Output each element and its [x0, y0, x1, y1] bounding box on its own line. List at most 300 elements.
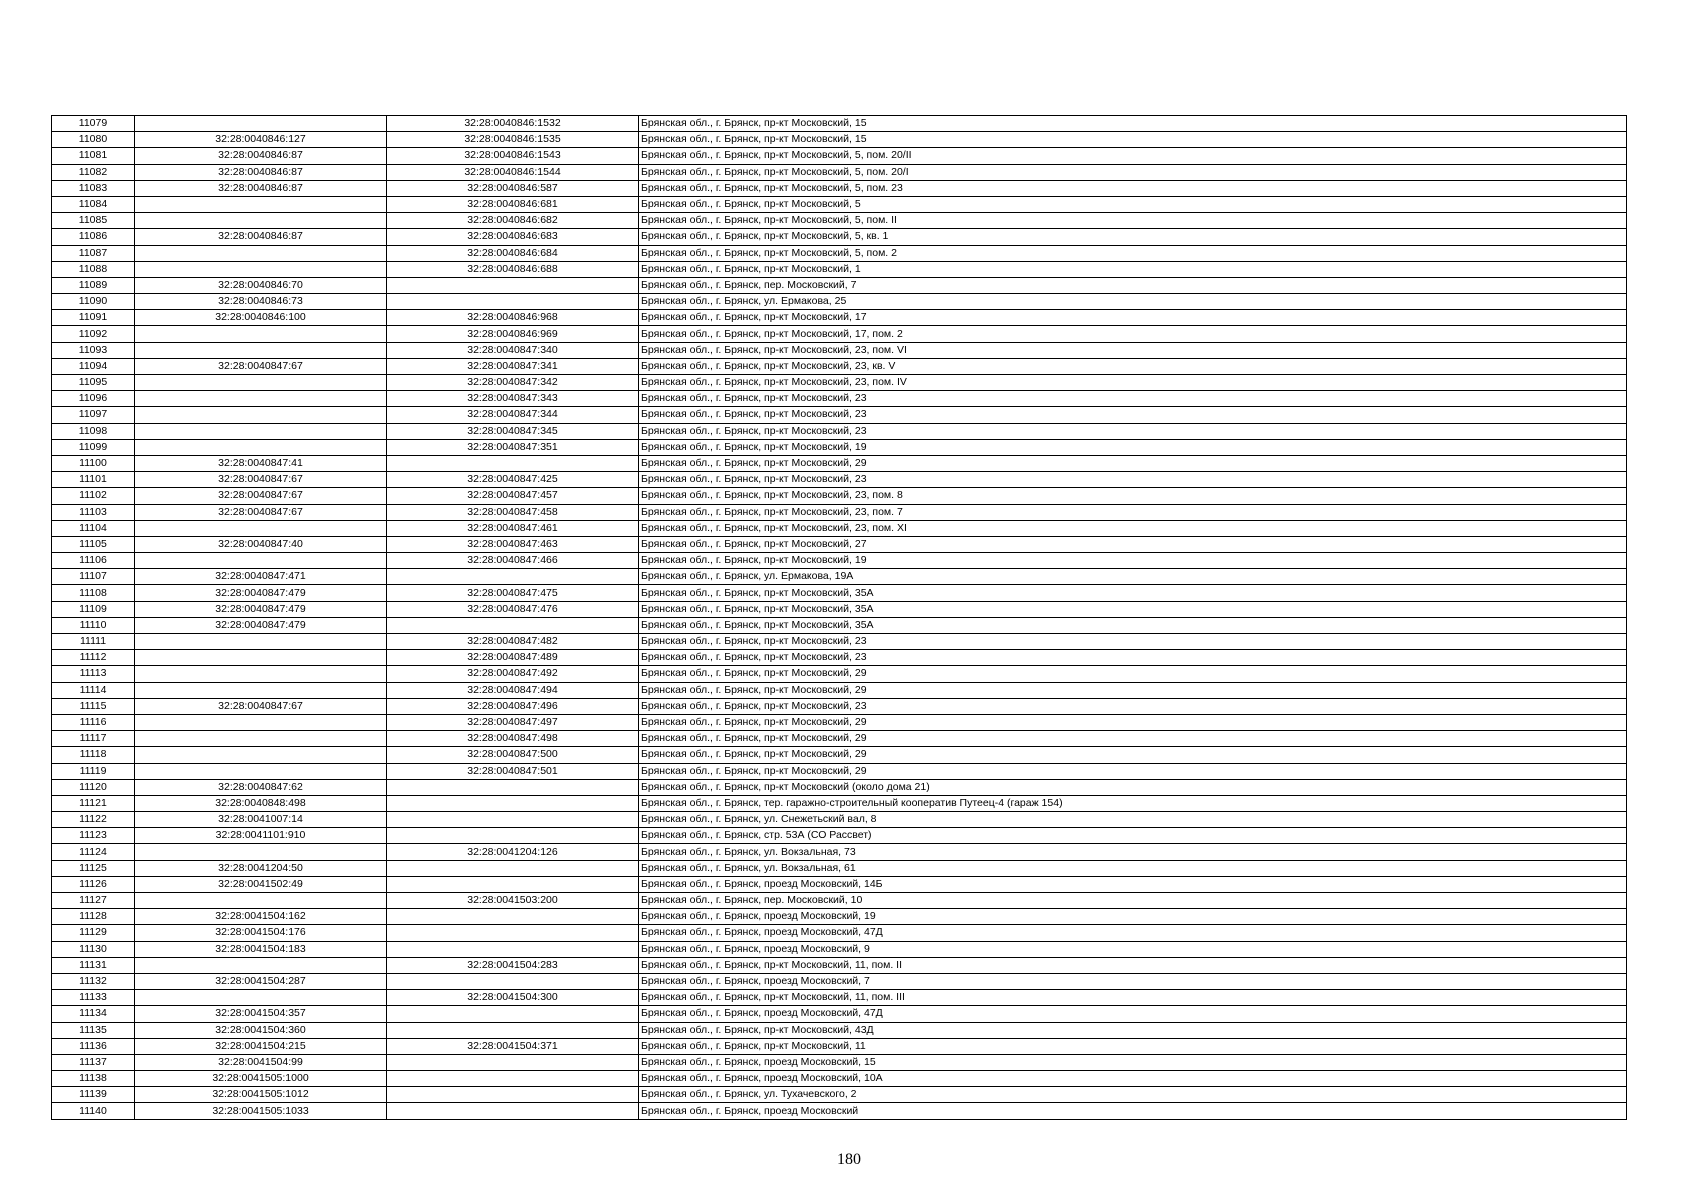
table-row	[52, 617, 1627, 633]
building-cadastral-number-cell: 32:28:0040846:1544	[387, 164, 639, 180]
address-cell: Брянская обл., г. Брянск, пр-кт Московский, 29	[639, 455, 1627, 471]
row-number-cell: 11130	[52, 941, 135, 957]
table-row	[52, 860, 1627, 876]
building-cadastral-number-cell: 32:28:0040847:501	[387, 763, 639, 779]
address-cell: Брянская обл., г. Брянск, пр-кт Московский, 23, кв. V	[639, 358, 1627, 374]
address-cell: Брянская обл., г. Брянск, пр-кт Московский, 11, пом. II	[639, 957, 1627, 973]
address-cell: Брянская обл., г. Брянск, пр-кт Московский, 23, пом. XI	[639, 520, 1627, 536]
land-cadastral-number-cell: 32:28:0040847:67	[135, 358, 387, 374]
row-number-cell: 11094	[52, 358, 135, 374]
address-cell: Брянская обл., г. Брянск, пер. Московский, 7	[639, 277, 1627, 293]
address-cell: Брянская обл., г. Брянск, ул. Ермакова, 25	[639, 294, 1627, 310]
table-row	[52, 844, 1627, 860]
building-cadastral-number-cell: 32:28:0041503:200	[387, 893, 639, 909]
table-row	[52, 828, 1627, 844]
table-row	[52, 1087, 1627, 1103]
table-row	[52, 763, 1627, 779]
table-row	[52, 164, 1627, 180]
row-number-cell: 11127	[52, 893, 135, 909]
table-row	[52, 941, 1627, 957]
land-cadastral-number-cell: 32:28:0041504:162	[135, 909, 387, 925]
row-number-cell: 11090	[52, 294, 135, 310]
land-cadastral-number-cell: 32:28:0040847:67	[135, 488, 387, 504]
address-cell: Брянская обл., г. Брянск, проезд Московский, 10А	[639, 1071, 1627, 1087]
address-cell: Брянская обл., г. Брянск, пр-кт Московский, 29	[639, 666, 1627, 682]
row-number-cell: 11118	[52, 747, 135, 763]
land-cadastral-number-cell	[135, 196, 387, 212]
row-number-cell: 11133	[52, 990, 135, 1006]
address-cell: Брянская обл., г. Брянск, пр-кт Московский, 29	[639, 682, 1627, 698]
address-cell: Брянская обл., г. Брянск, пр-кт Московский, 23, пом. IV	[639, 375, 1627, 391]
land-cadastral-number-cell	[135, 844, 387, 860]
building-cadastral-number-cell	[387, 973, 639, 989]
land-cadastral-number-cell: 32:28:0041204:50	[135, 860, 387, 876]
land-cadastral-number-cell: 32:28:0040847:40	[135, 536, 387, 552]
row-number-cell: 11099	[52, 439, 135, 455]
row-number-cell: 11128	[52, 909, 135, 925]
building-cadastral-number-cell	[387, 1103, 639, 1119]
building-cadastral-number-cell: 32:28:0040847:492	[387, 666, 639, 682]
address-cell: Брянская обл., г. Брянск, пр-кт Московский, 17	[639, 310, 1627, 326]
land-cadastral-number-cell	[135, 520, 387, 536]
table-row	[52, 423, 1627, 439]
address-cell: Брянская обл., г. Брянск, пр-кт Московский, 23	[639, 650, 1627, 666]
address-cell: Брянская обл., г. Брянск, пр-кт Московский, 23	[639, 391, 1627, 407]
table-row	[52, 310, 1627, 326]
building-cadastral-number-cell: 32:28:0040846:684	[387, 245, 639, 261]
building-cadastral-number-cell: 32:28:0041504:371	[387, 1038, 639, 1054]
table-row	[52, 536, 1627, 552]
building-cadastral-number-cell: 32:28:0040847:351	[387, 439, 639, 455]
land-cadastral-number-cell	[135, 391, 387, 407]
address-cell: Брянская обл., г. Брянск, пр-кт Московский, 35А	[639, 617, 1627, 633]
row-number-cell: 11084	[52, 196, 135, 212]
address-cell: Брянская обл., г. Брянск, пр-кт Московский, 15	[639, 132, 1627, 148]
building-cadastral-number-cell	[387, 941, 639, 957]
registry-table-body	[52, 116, 1627, 1120]
address-cell: Брянская обл., г. Брянск, пр-кт Московский, 19	[639, 439, 1627, 455]
building-cadastral-number-cell	[387, 1022, 639, 1038]
land-cadastral-number-cell: 32:28:0040846:127	[135, 132, 387, 148]
row-number-cell: 11138	[52, 1071, 135, 1087]
building-cadastral-number-cell: 32:28:0040847:341	[387, 358, 639, 374]
table-row	[52, 973, 1627, 989]
row-number-cell: 11091	[52, 310, 135, 326]
building-cadastral-number-cell: 32:28:0040847:343	[387, 391, 639, 407]
table-row	[52, 488, 1627, 504]
land-cadastral-number-cell: 32:28:0041505:1012	[135, 1087, 387, 1103]
table-row	[52, 666, 1627, 682]
table-row	[52, 1038, 1627, 1054]
land-cadastral-number-cell: 32:28:0040847:479	[135, 585, 387, 601]
building-cadastral-number-cell: 32:28:0040846:1532	[387, 116, 639, 132]
row-number-cell: 11081	[52, 148, 135, 164]
table-row	[52, 391, 1627, 407]
building-cadastral-number-cell: 32:28:0040847:463	[387, 536, 639, 552]
land-cadastral-number-cell	[135, 245, 387, 261]
land-cadastral-number-cell: 32:28:0040847:67	[135, 504, 387, 520]
building-cadastral-number-cell: 32:28:0040847:482	[387, 634, 639, 650]
address-cell: Брянская обл., г. Брянск, пр-кт Московский, 35А	[639, 601, 1627, 617]
address-cell: Брянская обл., г. Брянск, пр-кт Московский, 29	[639, 763, 1627, 779]
building-cadastral-number-cell	[387, 617, 639, 633]
building-cadastral-number-cell: 32:28:0040847:344	[387, 407, 639, 423]
table-row	[52, 245, 1627, 261]
address-cell: Брянская обл., г. Брянск, ул. Тухачевского, 2	[639, 1087, 1627, 1103]
table-row	[52, 455, 1627, 471]
building-cadastral-number-cell: 32:28:0040846:968	[387, 310, 639, 326]
row-number-cell: 11110	[52, 617, 135, 633]
building-cadastral-number-cell	[387, 1071, 639, 1087]
address-cell: Брянская обл., г. Брянск, пр-кт Московский, 29	[639, 747, 1627, 763]
building-cadastral-number-cell	[387, 277, 639, 293]
building-cadastral-number-cell	[387, 779, 639, 795]
address-cell: Брянская обл., г. Брянск, пр-кт Московский, 29	[639, 714, 1627, 730]
row-number-cell: 11136	[52, 1038, 135, 1054]
building-cadastral-number-cell	[387, 860, 639, 876]
table-row	[52, 326, 1627, 342]
building-cadastral-number-cell: 32:28:0041204:126	[387, 844, 639, 860]
address-cell: Брянская обл., г. Брянск, ул. Снежетьский вал, 8	[639, 812, 1627, 828]
land-cadastral-number-cell	[135, 731, 387, 747]
land-cadastral-number-cell: 32:28:0040846:70	[135, 277, 387, 293]
address-cell: Брянская обл., г. Брянск, стр. 53А (СО Рассвет)	[639, 828, 1627, 844]
row-number-cell: 11100	[52, 455, 135, 471]
land-cadastral-number-cell: 32:28:0041007:14	[135, 812, 387, 828]
address-cell: Брянская обл., г. Брянск, ул. Ермакова, 19А	[639, 569, 1627, 585]
table-row	[52, 472, 1627, 488]
land-cadastral-number-cell	[135, 666, 387, 682]
building-cadastral-number-cell	[387, 455, 639, 471]
address-cell: Брянская обл., г. Брянск, пр-кт Московский, 5, пом. 20/II	[639, 148, 1627, 164]
row-number-cell: 11095	[52, 375, 135, 391]
land-cadastral-number-cell: 32:28:0040846:87	[135, 164, 387, 180]
land-cadastral-number-cell	[135, 423, 387, 439]
row-number-cell: 11113	[52, 666, 135, 682]
table-row	[52, 229, 1627, 245]
table-row	[52, 569, 1627, 585]
table-row	[52, 1071, 1627, 1087]
address-cell: Брянская обл., г. Брянск, пр-кт Московский, 23	[639, 423, 1627, 439]
table-row	[52, 909, 1627, 925]
address-cell: Брянская обл., г. Брянск, ул. Вокзальная, 73	[639, 844, 1627, 860]
row-number-cell: 11101	[52, 472, 135, 488]
address-cell: Брянская обл., г. Брянск, пр-кт Московский, 5	[639, 196, 1627, 212]
row-number-cell: 11087	[52, 245, 135, 261]
land-cadastral-number-cell	[135, 990, 387, 1006]
table-row	[52, 132, 1627, 148]
table-row	[52, 294, 1627, 310]
land-cadastral-number-cell: 32:28:0040847:67	[135, 698, 387, 714]
building-cadastral-number-cell: 32:28:0040846:1535	[387, 132, 639, 148]
land-cadastral-number-cell	[135, 261, 387, 277]
table-row	[52, 714, 1627, 730]
building-cadastral-number-cell: 32:28:0040847:496	[387, 698, 639, 714]
row-number-cell: 11134	[52, 1006, 135, 1022]
building-cadastral-number-cell: 32:28:0040846:688	[387, 261, 639, 277]
table-row	[52, 148, 1627, 164]
table-row	[52, 116, 1627, 132]
row-number-cell: 11082	[52, 164, 135, 180]
row-number-cell: 11088	[52, 261, 135, 277]
row-number-cell: 11106	[52, 553, 135, 569]
address-cell: Брянская обл., г. Брянск, пр-кт Московский, 23, пом. VI	[639, 342, 1627, 358]
page-number: 180	[837, 1151, 861, 1168]
building-cadastral-number-cell	[387, 569, 639, 585]
building-cadastral-number-cell: 32:28:0040847:498	[387, 731, 639, 747]
land-cadastral-number-cell: 32:28:0040847:479	[135, 617, 387, 633]
table-row	[52, 277, 1627, 293]
row-number-cell: 11079	[52, 116, 135, 132]
address-cell: Брянская обл., г. Брянск, пр-кт Московский, 15	[639, 116, 1627, 132]
land-cadastral-number-cell	[135, 439, 387, 455]
table-row	[52, 439, 1627, 455]
row-number-cell: 11140	[52, 1103, 135, 1119]
table-row	[52, 990, 1627, 1006]
table-row	[52, 180, 1627, 196]
table-row	[52, 795, 1627, 811]
land-cadastral-number-cell: 32:28:0041505:1033	[135, 1103, 387, 1119]
building-cadastral-number-cell	[387, 795, 639, 811]
address-cell: Брянская обл., г. Брянск, пр-кт Московский, 11	[639, 1038, 1627, 1054]
land-cadastral-number-cell	[135, 893, 387, 909]
table-row	[52, 504, 1627, 520]
building-cadastral-number-cell: 32:28:0041504:300	[387, 990, 639, 1006]
row-number-cell: 11093	[52, 342, 135, 358]
land-cadastral-number-cell: 32:28:0041504:357	[135, 1006, 387, 1022]
address-cell: Брянская обл., г. Брянск, ул. Вокзальная, 61	[639, 860, 1627, 876]
table-row	[52, 925, 1627, 941]
row-number-cell: 11098	[52, 423, 135, 439]
land-cadastral-number-cell: 32:28:0041505:1000	[135, 1071, 387, 1087]
land-cadastral-number-cell	[135, 650, 387, 666]
land-cadastral-number-cell: 32:28:0040846:87	[135, 229, 387, 245]
address-cell: Брянская обл., г. Брянск, пер. Московский, 10	[639, 893, 1627, 909]
row-number-cell: 11129	[52, 925, 135, 941]
land-cadastral-number-cell	[135, 342, 387, 358]
address-cell: Брянская обл., г. Брянск, пр-кт Московский, 5, пом. 20/I	[639, 164, 1627, 180]
land-cadastral-number-cell: 32:28:0041504:360	[135, 1022, 387, 1038]
table-row	[52, 407, 1627, 423]
building-cadastral-number-cell: 32:28:0040847:458	[387, 504, 639, 520]
building-cadastral-number-cell: 32:28:0040847:425	[387, 472, 639, 488]
land-cadastral-number-cell: 32:28:0040847:471	[135, 569, 387, 585]
land-cadastral-number-cell: 32:28:0041504:287	[135, 973, 387, 989]
address-cell: Брянская обл., г. Брянск, пр-кт Московский, 23	[639, 634, 1627, 650]
address-cell: Брянская обл., г. Брянск, проезд Московский, 9	[639, 941, 1627, 957]
table-row	[52, 893, 1627, 909]
table-row	[52, 601, 1627, 617]
address-cell: Брянская обл., г. Брянск, пр-кт Московский, 17, пом. 2	[639, 326, 1627, 342]
row-number-cell: 11131	[52, 957, 135, 973]
table-row	[52, 1006, 1627, 1022]
land-cadastral-number-cell	[135, 634, 387, 650]
land-cadastral-number-cell: 32:28:0040847:479	[135, 601, 387, 617]
address-cell: Брянская обл., г. Брянск, пр-кт Московский, 5, кв. 1	[639, 229, 1627, 245]
building-cadastral-number-cell: 32:28:0040847:342	[387, 375, 639, 391]
row-number-cell: 11105	[52, 536, 135, 552]
building-cadastral-number-cell: 32:28:0040847:466	[387, 553, 639, 569]
building-cadastral-number-cell: 32:28:0040847:500	[387, 747, 639, 763]
land-cadastral-number-cell: 32:28:0041504:215	[135, 1038, 387, 1054]
table-row	[52, 261, 1627, 277]
building-cadastral-number-cell	[387, 294, 639, 310]
table-row	[52, 358, 1627, 374]
row-number-cell: 11083	[52, 180, 135, 196]
building-cadastral-number-cell: 32:28:0040846:682	[387, 213, 639, 229]
table-row	[52, 1022, 1627, 1038]
table-row	[52, 876, 1627, 892]
table-row	[52, 682, 1627, 698]
row-number-cell: 11117	[52, 731, 135, 747]
table-row	[52, 957, 1627, 973]
table-row	[52, 731, 1627, 747]
land-cadastral-number-cell: 32:28:0041504:99	[135, 1054, 387, 1070]
row-number-cell: 11085	[52, 213, 135, 229]
row-number-cell: 11119	[52, 763, 135, 779]
building-cadastral-number-cell: 32:28:0040846:681	[387, 196, 639, 212]
table-row	[52, 342, 1627, 358]
row-number-cell: 11114	[52, 682, 135, 698]
table-row	[52, 585, 1627, 601]
building-cadastral-number-cell	[387, 1087, 639, 1103]
land-cadastral-number-cell: 32:28:0040846:87	[135, 180, 387, 196]
table-row	[52, 747, 1627, 763]
registry-table	[51, 115, 1627, 1120]
building-cadastral-number-cell: 32:28:0040847:497	[387, 714, 639, 730]
address-cell: Брянская обл., г. Брянск, проезд Московский, 47Д	[639, 1006, 1627, 1022]
address-cell: Брянская обл., г. Брянск, пр-кт Московский, 23, пом. 8	[639, 488, 1627, 504]
land-cadastral-number-cell	[135, 763, 387, 779]
address-cell: Брянская обл., г. Брянск, пр-кт Московский, 5, пом. 23	[639, 180, 1627, 196]
row-number-cell: 11102	[52, 488, 135, 504]
land-cadastral-number-cell	[135, 553, 387, 569]
address-cell: Брянская обл., г. Брянск, пр-кт Московский, 27	[639, 536, 1627, 552]
address-cell: Брянская обл., г. Брянск, проезд Московский, 15	[639, 1054, 1627, 1070]
address-cell: Брянская обл., г. Брянск, проезд Московский, 47Д	[639, 925, 1627, 941]
land-cadastral-number-cell: 32:28:0041504:176	[135, 925, 387, 941]
address-cell: Брянская обл., г. Брянск, пр-кт Московский, 5, пом. II	[639, 213, 1627, 229]
row-number-cell: 11121	[52, 795, 135, 811]
row-number-cell: 11132	[52, 973, 135, 989]
land-cadastral-number-cell	[135, 747, 387, 763]
address-cell: Брянская обл., г. Брянск, пр-кт Московский, 11, пом. III	[639, 990, 1627, 1006]
address-cell: Брянская обл., г. Брянск, проезд Московский	[639, 1103, 1627, 1119]
address-cell: Брянская обл., г. Брянск, пр-кт Московский, 1	[639, 261, 1627, 277]
building-cadastral-number-cell: 32:28:0040846:1543	[387, 148, 639, 164]
table-row	[52, 812, 1627, 828]
address-cell: Брянская обл., г. Брянск, пр-кт Московский, 23	[639, 698, 1627, 714]
land-cadastral-number-cell	[135, 116, 387, 132]
address-cell: Брянская обл., г. Брянск, пр-кт Московский, 5, пом. 2	[639, 245, 1627, 261]
land-cadastral-number-cell: 32:28:0041504:183	[135, 941, 387, 957]
land-cadastral-number-cell	[135, 957, 387, 973]
row-number-cell: 11080	[52, 132, 135, 148]
building-cadastral-number-cell: 32:28:0040847:461	[387, 520, 639, 536]
building-cadastral-number-cell: 32:28:0040847:476	[387, 601, 639, 617]
table-row	[52, 553, 1627, 569]
building-cadastral-number-cell: 32:28:0041504:283	[387, 957, 639, 973]
land-cadastral-number-cell	[135, 213, 387, 229]
row-number-cell: 11112	[52, 650, 135, 666]
building-cadastral-number-cell	[387, 925, 639, 941]
land-cadastral-number-cell: 32:28:0041101:910	[135, 828, 387, 844]
row-number-cell: 11124	[52, 844, 135, 860]
building-cadastral-number-cell: 32:28:0040846:587	[387, 180, 639, 196]
land-cadastral-number-cell: 32:28:0040847:41	[135, 455, 387, 471]
building-cadastral-number-cell	[387, 1054, 639, 1070]
land-cadastral-number-cell: 32:28:0041502:49	[135, 876, 387, 892]
building-cadastral-number-cell: 32:28:0040846:683	[387, 229, 639, 245]
row-number-cell: 11120	[52, 779, 135, 795]
land-cadastral-number-cell: 32:28:0040846:87	[135, 148, 387, 164]
land-cadastral-number-cell	[135, 326, 387, 342]
building-cadastral-number-cell: 32:28:0040846:969	[387, 326, 639, 342]
land-cadastral-number-cell: 32:28:0040846:73	[135, 294, 387, 310]
table-row	[52, 650, 1627, 666]
row-number-cell: 11104	[52, 520, 135, 536]
building-cadastral-number-cell: 32:28:0040847:457	[387, 488, 639, 504]
land-cadastral-number-cell: 32:28:0040848:498	[135, 795, 387, 811]
building-cadastral-number-cell	[387, 876, 639, 892]
building-cadastral-number-cell	[387, 828, 639, 844]
row-number-cell: 11092	[52, 326, 135, 342]
table-row	[52, 698, 1627, 714]
address-cell: Брянская обл., г. Брянск, проезд Московский, 7	[639, 973, 1627, 989]
land-cadastral-number-cell	[135, 714, 387, 730]
row-number-cell: 11089	[52, 277, 135, 293]
address-cell: Брянская обл., г. Брянск, пр-кт Московский (около дома 21)	[639, 779, 1627, 795]
table-row	[52, 1103, 1627, 1119]
land-cadastral-number-cell: 32:28:0040847:62	[135, 779, 387, 795]
address-cell: Брянская обл., г. Брянск, пр-кт Московский, 23	[639, 407, 1627, 423]
row-number-cell: 11097	[52, 407, 135, 423]
building-cadastral-number-cell: 32:28:0040847:340	[387, 342, 639, 358]
row-number-cell: 11086	[52, 229, 135, 245]
row-number-cell: 11115	[52, 698, 135, 714]
table-row	[52, 375, 1627, 391]
row-number-cell: 11116	[52, 714, 135, 730]
table-row	[52, 213, 1627, 229]
land-cadastral-number-cell: 32:28:0040847:67	[135, 472, 387, 488]
building-cadastral-number-cell	[387, 812, 639, 828]
row-number-cell: 11122	[52, 812, 135, 828]
building-cadastral-number-cell: 32:28:0040847:489	[387, 650, 639, 666]
row-number-cell: 11123	[52, 828, 135, 844]
row-number-cell: 11111	[52, 634, 135, 650]
address-cell: Брянская обл., г. Брянск, пр-кт Московский, 19	[639, 553, 1627, 569]
row-number-cell: 11125	[52, 860, 135, 876]
land-cadastral-number-cell: 32:28:0040846:100	[135, 310, 387, 326]
table-row	[52, 196, 1627, 212]
row-number-cell: 11126	[52, 876, 135, 892]
table-row	[52, 634, 1627, 650]
row-number-cell: 11103	[52, 504, 135, 520]
address-cell: Брянская обл., г. Брянск, проезд Московский, 19	[639, 909, 1627, 925]
row-number-cell: 11139	[52, 1087, 135, 1103]
address-cell: Брянская обл., г. Брянск, пр-кт Московский, 23	[639, 472, 1627, 488]
address-cell: Брянская обл., г. Брянск, пр-кт Московский, 43Д	[639, 1022, 1627, 1038]
table-row	[52, 1054, 1627, 1070]
row-number-cell: 11096	[52, 391, 135, 407]
land-cadastral-number-cell	[135, 375, 387, 391]
building-cadastral-number-cell: 32:28:0040847:475	[387, 585, 639, 601]
table-row	[52, 520, 1627, 536]
building-cadastral-number-cell	[387, 909, 639, 925]
address-cell: Брянская обл., г. Брянск, пр-кт Московский, 23, пом. 7	[639, 504, 1627, 520]
building-cadastral-number-cell: 32:28:0040847:345	[387, 423, 639, 439]
table-row	[52, 779, 1627, 795]
